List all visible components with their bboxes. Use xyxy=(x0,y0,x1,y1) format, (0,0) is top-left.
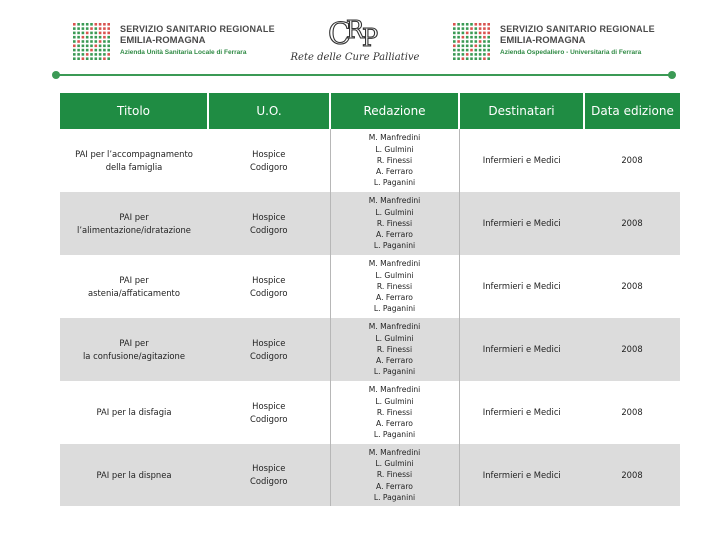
grid-square xyxy=(86,40,89,43)
author-name: L. Gulmini xyxy=(375,144,414,154)
uo-line: Hospice xyxy=(252,337,286,348)
grid-square xyxy=(90,40,93,43)
author-name: A. Ferraro xyxy=(376,419,413,429)
author-name: L. Paganini xyxy=(373,241,416,251)
grid-square xyxy=(73,53,76,56)
grid-square xyxy=(466,45,469,48)
grid-square xyxy=(466,32,469,35)
cell-destinatari: Infermieri e Medici xyxy=(459,318,584,381)
grid-square xyxy=(453,49,456,52)
grid-square xyxy=(453,27,456,30)
author-name: L. Paganini xyxy=(373,430,416,440)
table-row xyxy=(60,129,680,192)
grid-square xyxy=(99,45,102,48)
grid-square xyxy=(86,23,89,26)
grid-square xyxy=(73,45,76,48)
cell-titolo xyxy=(60,318,208,381)
grid-square xyxy=(457,36,460,39)
grid-square xyxy=(86,32,89,35)
author-name: R. Finessi xyxy=(376,218,413,228)
author-name: R. Finessi xyxy=(376,344,413,354)
grid-square xyxy=(475,36,478,39)
grid-square xyxy=(453,40,456,43)
grid-square xyxy=(99,57,102,60)
grid-square xyxy=(90,53,93,56)
grid-square xyxy=(470,53,473,56)
grid-square xyxy=(483,36,486,39)
author-name: M. Manfredini xyxy=(368,259,421,269)
grid-square xyxy=(462,40,465,43)
table-row xyxy=(60,444,680,506)
grid-square xyxy=(479,45,482,48)
grid-square xyxy=(475,53,478,56)
ausl-ferrara-logo xyxy=(72,20,275,68)
uo-line: Codigoro xyxy=(250,287,288,298)
cell-data-edizione: 2008 xyxy=(584,444,680,506)
cell-redazione xyxy=(330,255,459,318)
grid-square xyxy=(107,40,110,43)
grid-square xyxy=(73,36,76,39)
grid-square xyxy=(95,53,98,56)
grid-square xyxy=(95,40,98,43)
grid-square xyxy=(73,27,76,30)
divider-dot-left xyxy=(52,71,60,79)
grid-square xyxy=(475,40,478,43)
grid-square xyxy=(487,36,490,39)
grid-square xyxy=(462,32,465,35)
author-name: R. Finessi xyxy=(376,470,413,480)
table-row xyxy=(60,381,680,444)
cell-titolo xyxy=(60,255,208,318)
grid-square xyxy=(479,57,482,60)
table-row xyxy=(60,318,680,381)
grid-square xyxy=(77,23,80,26)
grid-square xyxy=(107,57,110,60)
grid-square xyxy=(466,23,469,26)
logo-right-line1: SERVIZIO SANITARIO REGIONALE xyxy=(500,24,655,34)
grid-square xyxy=(99,53,102,56)
author-name: L. Gulmini xyxy=(375,396,414,406)
grid-square xyxy=(99,49,102,52)
grid-square xyxy=(487,27,490,30)
grid-square xyxy=(457,49,460,52)
grid-square xyxy=(475,57,478,60)
author-name: A. Ferraro xyxy=(376,167,413,177)
grid-square xyxy=(487,49,490,52)
cell-uo xyxy=(208,192,330,255)
titolo-line: l’alimentazione/idratazione xyxy=(77,224,191,235)
grid-square xyxy=(470,32,473,35)
grid-square xyxy=(103,32,106,35)
titolo-line: PAI per la dispnea xyxy=(96,469,172,480)
grid-square xyxy=(475,45,478,48)
logo-left-line3: Azienda Unità Sanitaria Locale di Ferrara xyxy=(120,49,247,56)
uo-line: Hospice xyxy=(252,211,286,222)
author-name: A. Ferraro xyxy=(376,293,413,303)
grid-square xyxy=(107,45,110,48)
author-name: M. Manfredini xyxy=(368,322,421,332)
grid-square xyxy=(483,32,486,35)
grid-square xyxy=(77,27,80,30)
grid-square xyxy=(82,49,85,52)
author-name: M. Manfredini xyxy=(368,447,421,457)
cell-redazione xyxy=(330,444,459,506)
cell-redazione xyxy=(330,381,459,444)
grid-square xyxy=(466,53,469,56)
grid-square xyxy=(73,40,76,43)
grid-square xyxy=(95,57,98,60)
grid-square xyxy=(82,40,85,43)
grid-square xyxy=(90,49,93,52)
grid-square xyxy=(90,32,93,35)
divider-dot-right xyxy=(668,71,676,79)
author-name: L. Paganini xyxy=(373,492,416,502)
author-name: L. Gulmini xyxy=(375,459,414,469)
grid-square xyxy=(462,53,465,56)
cell-destinatari: Infermieri e Medici xyxy=(459,129,584,192)
svg-text:P: P xyxy=(362,24,379,52)
titolo-line: PAI per l’accompagnamento xyxy=(75,148,193,159)
grid-square xyxy=(457,57,460,60)
grid-square xyxy=(99,27,102,30)
grid-square xyxy=(475,49,478,52)
logo-right-line3: Azienda Ospedaliero - Universitaria di Ferrara xyxy=(500,49,642,56)
author-name: A. Ferraro xyxy=(376,481,413,491)
author-name: L. Gulmini xyxy=(375,270,414,280)
grid-square xyxy=(77,36,80,39)
table-row xyxy=(60,255,680,318)
grid-square xyxy=(107,32,110,35)
grid-square xyxy=(483,23,486,26)
regional-health-grid-icon xyxy=(452,22,492,62)
grid-square xyxy=(470,23,473,26)
grid-square xyxy=(457,40,460,43)
grid-square xyxy=(466,49,469,52)
grid-square xyxy=(77,32,80,35)
cell-destinatari: Infermieri e Medici xyxy=(459,255,584,318)
author-name: M. Manfredini xyxy=(368,196,421,206)
cell-uo xyxy=(208,381,330,444)
grid-square xyxy=(77,40,80,43)
grid-square xyxy=(457,32,460,35)
grid-square xyxy=(103,45,106,48)
grid-square xyxy=(462,23,465,26)
grid-square xyxy=(82,27,85,30)
grid-square xyxy=(99,40,102,43)
grid-square xyxy=(90,27,93,30)
column-header-titolo: Titolo xyxy=(60,93,208,129)
grid-square xyxy=(479,40,482,43)
cell-destinatari: Infermieri e Medici xyxy=(459,444,584,506)
titolo-line: della famiglia xyxy=(105,161,163,172)
grid-square xyxy=(73,23,76,26)
grid-square xyxy=(453,57,456,60)
grid-square xyxy=(483,45,486,48)
grid-square xyxy=(103,23,106,26)
grid-square xyxy=(90,23,93,26)
grid-square xyxy=(475,23,478,26)
cell-redazione xyxy=(330,192,459,255)
grid-square xyxy=(487,23,490,26)
grid-square xyxy=(462,36,465,39)
grid-square xyxy=(457,23,460,26)
grid-square xyxy=(95,36,98,39)
grid-square xyxy=(77,49,80,52)
grid-square xyxy=(487,40,490,43)
rcp-monogram-icon xyxy=(324,14,388,52)
grid-square xyxy=(457,45,460,48)
uo-line: Hospice xyxy=(252,463,286,473)
grid-square xyxy=(483,53,486,56)
column-header-data-edizione: Data edizione xyxy=(584,93,680,129)
grid-square xyxy=(95,32,98,35)
grid-square xyxy=(483,49,486,52)
grid-square xyxy=(107,36,110,39)
regional-health-grid-icon xyxy=(72,22,112,62)
grid-square xyxy=(475,27,478,30)
grid-square xyxy=(95,49,98,52)
author-name: L. Gulmini xyxy=(375,207,414,217)
cell-redazione xyxy=(330,318,459,381)
uo-line: Codigoro xyxy=(250,413,288,424)
uo-line: Hospice xyxy=(252,400,286,411)
grid-square xyxy=(82,53,85,56)
header-divider xyxy=(55,73,673,77)
grid-square xyxy=(107,27,110,30)
grid-square xyxy=(73,32,76,35)
cell-data-edizione: 2008 xyxy=(584,255,680,318)
grid-square xyxy=(77,57,80,60)
author-name: R. Finessi xyxy=(376,155,413,165)
cell-data-edizione: 2008 xyxy=(584,192,680,255)
rcp-subtitle: Rete delle Cure Palliative xyxy=(290,52,420,63)
grid-square xyxy=(479,27,482,30)
grid-square xyxy=(90,36,93,39)
grid-square xyxy=(82,32,85,35)
grid-square xyxy=(103,57,106,60)
grid-square xyxy=(457,53,460,56)
grid-square xyxy=(470,36,473,39)
uo-line: Codigoro xyxy=(250,350,288,361)
titolo-line: PAI per xyxy=(119,337,149,348)
author-name: R. Finessi xyxy=(376,407,413,417)
svg-text:C: C xyxy=(328,17,351,52)
grid-square xyxy=(86,27,89,30)
titolo-line: astenia/affaticamento xyxy=(88,287,180,298)
grid-square xyxy=(73,49,76,52)
grid-square xyxy=(466,36,469,39)
uo-line: Codigoro xyxy=(250,161,288,172)
grid-square xyxy=(487,53,490,56)
cell-destinatari: Infermieri e Medici xyxy=(459,381,584,444)
grid-square xyxy=(77,53,80,56)
cell-uo xyxy=(208,444,330,506)
grid-square xyxy=(487,57,490,60)
grid-square xyxy=(462,49,465,52)
cell-uo xyxy=(208,129,330,192)
grid-square xyxy=(453,45,456,48)
column-header-destinatari: Destinatari xyxy=(459,93,584,129)
grid-square xyxy=(107,49,110,52)
grid-square xyxy=(470,45,473,48)
grid-square xyxy=(86,45,89,48)
grid-square xyxy=(82,23,85,26)
grid-square xyxy=(453,36,456,39)
logo-left-line2: EMILIA-ROMAGNA xyxy=(120,35,206,46)
grid-square xyxy=(453,32,456,35)
grid-square xyxy=(483,27,486,30)
grid-square xyxy=(103,36,106,39)
grid-square xyxy=(466,57,469,60)
grid-square xyxy=(479,32,482,35)
grid-square xyxy=(99,36,102,39)
grid-square xyxy=(470,49,473,52)
author-name: R. Finessi xyxy=(376,281,413,291)
uo-line: Hospice xyxy=(252,148,286,159)
cell-data-edizione: 2008 xyxy=(584,129,680,192)
grid-square xyxy=(470,57,473,60)
grid-square xyxy=(107,53,110,56)
grid-square xyxy=(103,40,106,43)
logo-right-line2: EMILIA-ROMAGNA xyxy=(500,35,586,46)
rcp-logo xyxy=(280,14,430,70)
grid-square xyxy=(107,23,110,26)
grid-square xyxy=(86,49,89,52)
logo-left-line1: SERVIZIO SANITARIO REGIONALE xyxy=(120,24,275,34)
grid-square xyxy=(457,27,460,30)
grid-square xyxy=(103,49,106,52)
cell-redazione xyxy=(330,129,459,192)
cell-titolo xyxy=(60,129,208,192)
author-name: A. Ferraro xyxy=(376,230,413,240)
aou-ferrara-logo xyxy=(452,20,672,68)
grid-square xyxy=(82,57,85,60)
grid-square xyxy=(487,45,490,48)
cell-titolo xyxy=(60,381,208,444)
grid-square xyxy=(86,53,89,56)
author-name: M. Manfredini xyxy=(368,133,421,143)
cell-destinatari: Infermieri e Medici xyxy=(459,192,584,255)
cell-data-edizione: 2008 xyxy=(584,381,680,444)
table-row xyxy=(60,192,680,255)
grid-square xyxy=(99,32,102,35)
svg-text:R: R xyxy=(346,16,365,44)
grid-square xyxy=(82,36,85,39)
grid-square xyxy=(95,27,98,30)
grid-square xyxy=(466,27,469,30)
grid-square xyxy=(86,36,89,39)
grid-square xyxy=(479,49,482,52)
grid-square xyxy=(462,57,465,60)
grid-square xyxy=(95,23,98,26)
grid-square xyxy=(103,27,106,30)
grid-square xyxy=(82,45,85,48)
grid-square xyxy=(453,53,456,56)
grid-square xyxy=(99,23,102,26)
grid-square xyxy=(73,57,76,60)
titolo-line: PAI per xyxy=(119,274,149,285)
titolo-line: PAI per xyxy=(119,211,149,222)
uo-line: Codigoro xyxy=(250,476,288,486)
grid-square xyxy=(90,57,93,60)
cell-titolo xyxy=(60,192,208,255)
page-header xyxy=(0,0,720,80)
cell-uo xyxy=(208,318,330,381)
grid-square xyxy=(483,40,486,43)
column-header-uo: U.O. xyxy=(208,93,330,129)
author-name: L. Paganini xyxy=(373,367,416,377)
grid-square xyxy=(103,53,106,56)
grid-square xyxy=(453,23,456,26)
grid-square xyxy=(479,36,482,39)
uo-line: Hospice xyxy=(252,274,286,285)
grid-square xyxy=(479,23,482,26)
uo-line: Codigoro xyxy=(250,224,288,235)
column-header-redazione: Redazione xyxy=(330,93,459,129)
cell-titolo xyxy=(60,444,208,506)
grid-square xyxy=(479,53,482,56)
cell-data-edizione: 2008 xyxy=(584,318,680,381)
grid-square xyxy=(77,45,80,48)
grid-square xyxy=(470,27,473,30)
grid-square xyxy=(470,40,473,43)
titolo-line: la confusione/agitazione xyxy=(82,350,185,361)
table-header-row xyxy=(60,93,680,129)
grid-square xyxy=(462,27,465,30)
grid-square xyxy=(483,57,486,60)
titolo-line: PAI per la disfagia xyxy=(96,407,172,417)
pai-table xyxy=(60,93,680,506)
grid-square xyxy=(475,32,478,35)
author-name: L. Gulmini xyxy=(375,333,414,343)
grid-square xyxy=(466,40,469,43)
grid-square xyxy=(90,45,93,48)
grid-square xyxy=(95,45,98,48)
grid-square xyxy=(462,45,465,48)
cell-uo xyxy=(208,255,330,318)
author-name: A. Ferraro xyxy=(376,356,413,366)
grid-square xyxy=(487,32,490,35)
author-name: L. Paganini xyxy=(373,178,416,188)
grid-square xyxy=(86,57,89,60)
author-name: M. Manfredini xyxy=(368,385,421,395)
author-name: L. Paganini xyxy=(373,304,416,314)
